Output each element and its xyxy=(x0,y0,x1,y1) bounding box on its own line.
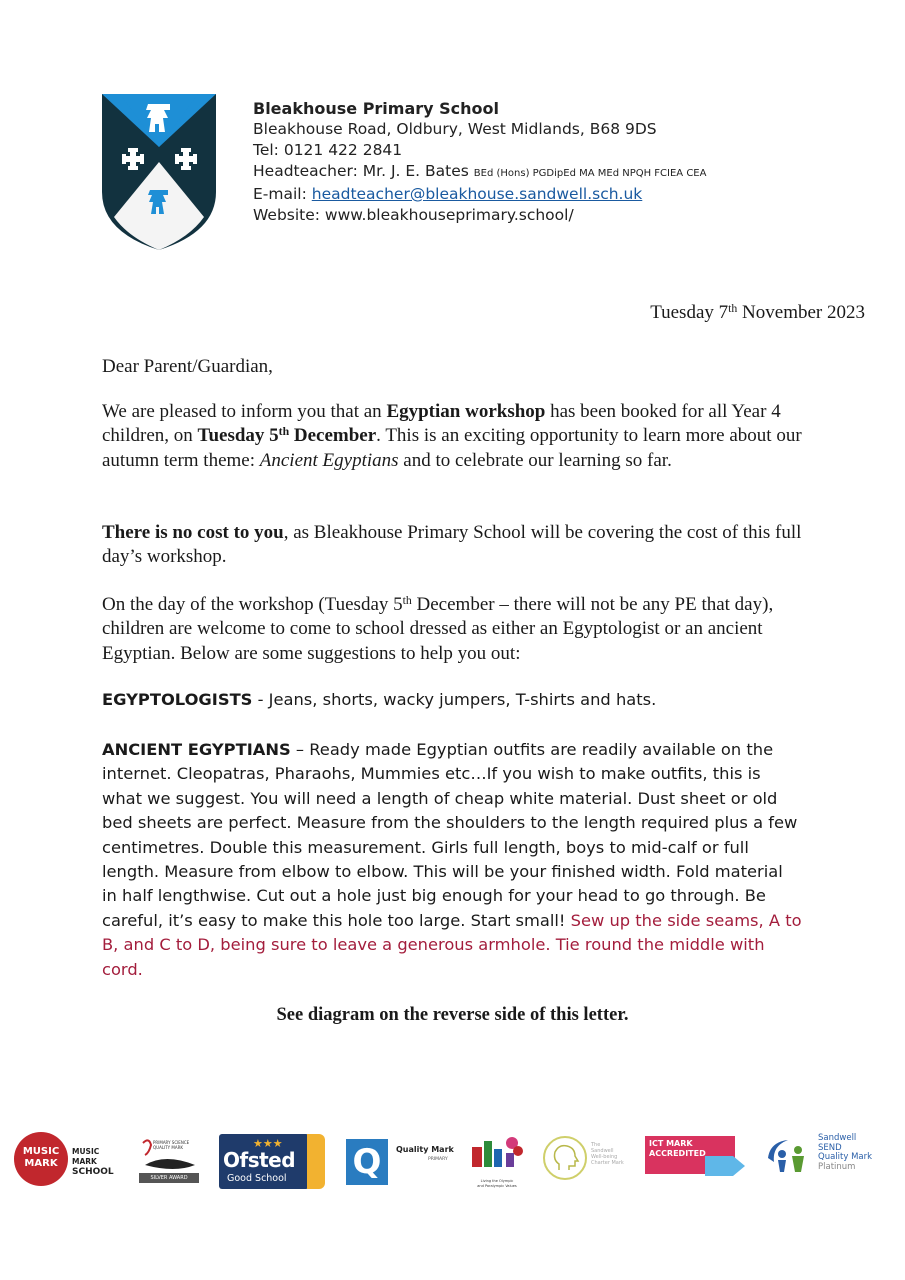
school-name: Bleakhouse Primary School xyxy=(253,99,500,118)
ict-mark-arrow-icon xyxy=(705,1156,745,1176)
headteacher-qualifications: BEd (Hons) PGDipEd MA MEd NPQH FCIEA CEA xyxy=(473,168,707,179)
paragraph-ancient-egyptians xyxy=(102,738,802,982)
see-diagram-note: See diagram on the reverse side of this letter. xyxy=(276,1005,629,1025)
date-day: Tuesday 7 xyxy=(650,302,729,323)
send-quality-mark-logo xyxy=(762,1134,882,1182)
ict-mark-logo xyxy=(645,1136,745,1180)
email-link[interactable]: headteacher@bleakhouse.sandwell.sch.uk xyxy=(311,185,643,203)
wellbeing-charter-logo xyxy=(541,1134,631,1184)
p2-text: , as Bleakhouse Primary School will be covering the cost of this full day’s workshop. xyxy=(102,522,802,568)
p1-workshop-name: Egyptian workshop xyxy=(386,401,546,422)
olympic-line1: Living the Olympic xyxy=(480,1179,514,1183)
ofsted-stars-icon: ★★★ xyxy=(253,1137,283,1150)
paragraph-workshop-intro xyxy=(102,400,812,473)
send-people-icon xyxy=(762,1134,814,1178)
p1-date-month: December xyxy=(289,425,377,447)
letter-date xyxy=(650,302,865,324)
p5-sewing-instructions: Sew up the side seams, A to B, and C to D, being sure to leave a generous armhole. Tie round the middle with cord. xyxy=(102,910,802,979)
headteacher-name: Headteacher: Mr. J. E. Bates xyxy=(253,162,474,180)
wellbeing-line4: Charter Mark xyxy=(591,1160,624,1166)
quality-mark-logo xyxy=(346,1139,456,1187)
p1-date-day: Tuesday 5 xyxy=(197,425,279,447)
school-website: Website: www.bleakhouseprimary.school/ xyxy=(253,206,574,224)
p2-no-cost: There is no cost to you xyxy=(102,522,284,543)
p5-text: – Ready made Egyptian outfits are readily available on the internet. Cleopatras, Pharaohs, Mummies etc…If you wish to make outfits, this is what we suggest. You will need a length of cheap white material. Dust sheet or old bed sheets are perfect. Measure from the shoulders to the length required plus a few centimetres. Double this measurement. Girls full length, boys to mid-calf or full length. Measure from elbow to elbow. This will be your finished width. Fold material in half lengthwise. Cut out a hole just big enough for your head to go through. Be careful, it’s easy to make this hole too large. Start small! xyxy=(102,740,798,930)
ofsted-title: Ofsted xyxy=(223,1148,296,1172)
send-line3: Quality Mark xyxy=(818,1152,873,1162)
p1-text-2: has been booked for all Year 4 children, on xyxy=(102,401,781,447)
wellbeing-line3: Well-being xyxy=(591,1154,618,1160)
ict-mark-line2: ACCREDITED xyxy=(649,1149,706,1158)
quality-mark-q-icon: Q xyxy=(346,1139,388,1185)
ofsted-gold-tab xyxy=(307,1134,325,1189)
olympic-values-icon xyxy=(468,1133,526,1179)
paragraph-cost xyxy=(102,521,812,570)
p5-heading: ANCIENT EGYPTIANS xyxy=(102,740,291,759)
p1-text-4: and to celebrate our learning so far. xyxy=(398,449,672,471)
p1-date-ordinal: th xyxy=(278,424,290,438)
p1-theme: Ancient Egyptians xyxy=(259,449,399,471)
olympic-line2: and Paralympic Values xyxy=(477,1184,517,1188)
school-address: Bleakhouse Road, Oldbury, West Midlands, B68 9DS xyxy=(253,120,657,138)
headteacher-line xyxy=(253,161,706,184)
p3-text-1: On the day of the workshop (Tuesday 5 xyxy=(102,594,403,615)
date-month-year: November 2023 xyxy=(737,302,865,323)
ofsted-good-school-logo xyxy=(219,1134,327,1189)
music-mark-side-line1: MUSIC MARK xyxy=(72,1147,100,1166)
school-crest-logo xyxy=(100,92,218,252)
send-line2: SEND xyxy=(818,1142,842,1153)
music-mark-logo xyxy=(14,1132,126,1188)
music-mark-side-line2: SCHOOL xyxy=(72,1167,114,1177)
science-mark-band: SILVER AWARD xyxy=(150,1175,188,1181)
p1-text-3: . This is an exciting opportunity to learn more about our autumn term theme: xyxy=(102,425,802,471)
science-mark-line2: QUALITY MARK xyxy=(153,1145,183,1150)
school-telephone: Tel: 0121 422 2841 xyxy=(253,141,403,159)
science-quality-mark-logo xyxy=(139,1135,199,1185)
school-details xyxy=(253,98,706,226)
p1-workshop-date xyxy=(198,425,377,446)
music-mark-circle-line2: MARK xyxy=(24,1158,58,1169)
email-line xyxy=(253,184,706,205)
salutation: Dear Parent/Guardian, xyxy=(102,356,273,377)
email-label: E-mail: xyxy=(253,185,312,203)
date-ordinal: th xyxy=(728,301,738,315)
ofsted-subtitle: Good School xyxy=(227,1173,287,1184)
paragraph-dress-up xyxy=(102,593,812,666)
p1-text-1: We are pleased to inform you that an xyxy=(102,401,387,422)
olympic-values-logo xyxy=(468,1133,526,1193)
wellbeing-line2: Sandwell xyxy=(591,1148,614,1154)
quality-mark-title: Quality Mark xyxy=(396,1145,454,1154)
ict-mark-line1: ICT MARK xyxy=(649,1139,693,1148)
paragraph-egyptologists xyxy=(102,688,812,712)
wellbeing-line1: The xyxy=(591,1142,601,1148)
music-mark-circle-line1: MUSIC xyxy=(22,1146,60,1157)
p3-text-2: December – there will not be any PE that day), children are welcome to come to school dressed as either an Egyptologist or an ancient Egyptian. Below are some suggestions to help you out: xyxy=(102,594,774,664)
p4-text: - Jeans, shorts, wacky jumpers, T-shirts and hats. xyxy=(252,690,657,709)
p4-heading: EGYPTOLOGISTS xyxy=(102,690,253,709)
send-line4: Platinum xyxy=(818,1161,856,1172)
science-mark-line1: PRIMARY SCIENCE xyxy=(153,1140,190,1145)
wellbeing-head-icon xyxy=(541,1134,589,1182)
quality-mark-sub: PRIMARY xyxy=(428,1157,448,1162)
send-line1: Sandwell xyxy=(818,1133,857,1143)
p3-ordinal: th xyxy=(402,593,412,607)
